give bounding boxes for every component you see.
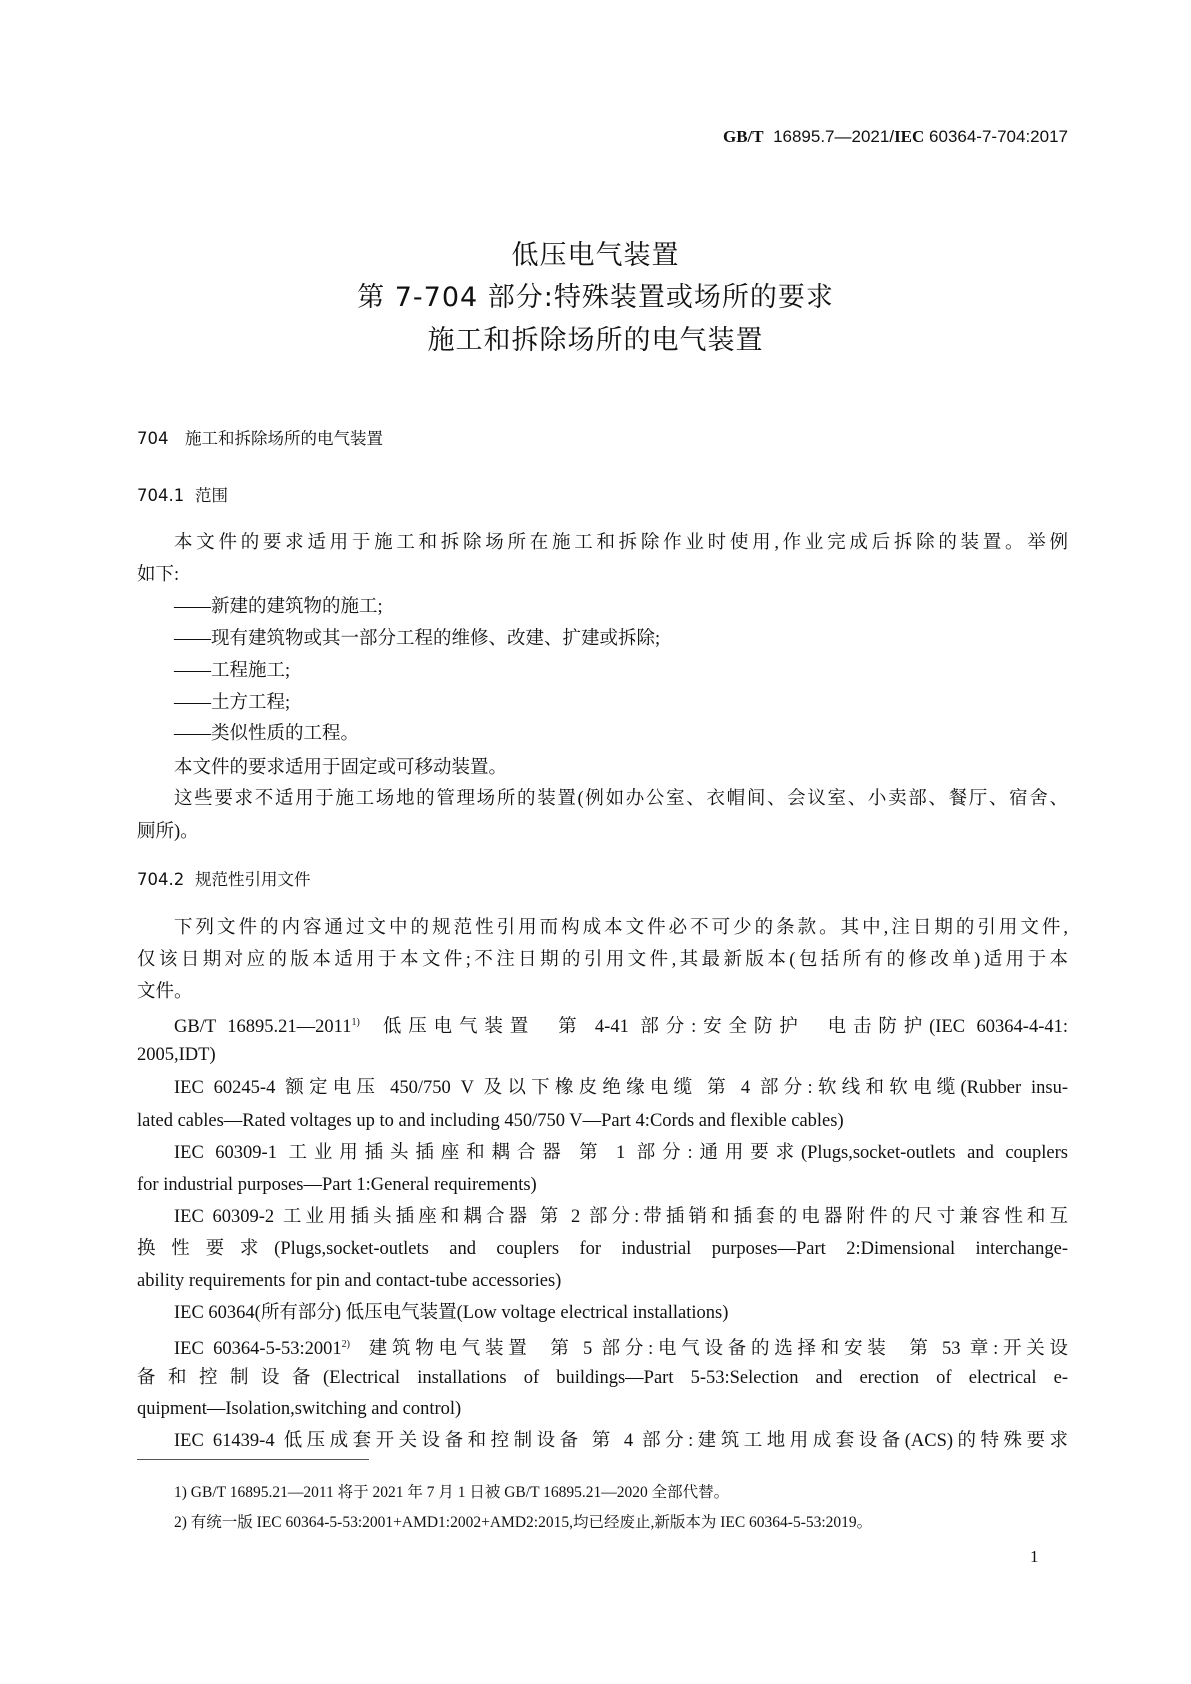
body-text-line: [137, 1043, 1068, 1067]
line-text: lated cables—Rated voltages up to and including 450/750 V—Part 4:Cords and flexible cables): [137, 1111, 844, 1131]
line-text: for industrial purposes—Part 1:General requirements): [137, 1175, 537, 1195]
line-text: 本文件的要求适用于固定或可移动装置。: [174, 758, 508, 778]
body-text-line: [174, 1333, 1068, 1361]
body-text-line: [174, 691, 1068, 715]
line-text: 如下:: [137, 565, 180, 585]
line-text: ——新建的建筑物的施工;: [174, 597, 383, 617]
line-text: IEC 60364-5-53:2001: [174, 1339, 342, 1360]
title-line-2: 第 7-704 部分:特殊装置或场所的要求: [357, 282, 834, 313]
section-number: 704.2: [137, 870, 185, 889]
body-text-line: [137, 980, 1068, 1004]
body-text-line: [174, 787, 1068, 811]
line-text: ability requirements for pin and contact-tube accessories): [137, 1271, 562, 1291]
section-title: 施工和拆除场所的电气装置: [185, 429, 383, 448]
body-text-line: [174, 1301, 1068, 1325]
line-text: 厕所)。: [137, 822, 199, 842]
section-title: 范围: [195, 486, 228, 505]
body-text-line: [137, 1237, 1068, 1261]
footnote-ref: 1): [351, 1017, 360, 1028]
line-text: 本文件的要求适用于施工和拆除场所在施工和拆除作业时使用,作业完成后拆除的装置。举例: [174, 533, 1068, 553]
line-text: ——类似性质的工程。: [174, 724, 360, 744]
body-text-line: [174, 595, 1068, 619]
line-text: IEC 60309-1 工业用插头插座和耦合器 第 1 部分:通用要求(Plugs,socket-outlets and couplers: [174, 1143, 1068, 1163]
footnote-ref: 2): [341, 1339, 350, 1350]
footnote-2: 2) 有统一版 IEC 60364-5-53:2001+AMD1:2002+AMD2:2015,均已经废止,新版本为 IEC 60364-5-53:2019。: [174, 1514, 873, 1531]
line-text: IEC 61439-4 低压成套开关设备和控制设备 第 4 部分:建筑工地用成套设备(ACS)的特殊要求: [174, 1431, 1068, 1451]
body-text-line: [137, 1366, 1068, 1390]
body-text-line: [174, 1205, 1068, 1229]
title-line-1: 低压电气装置: [511, 240, 680, 271]
body-text-line: [137, 563, 1068, 587]
body-text-line: [174, 531, 1068, 555]
body-text-line: [137, 820, 1068, 844]
body-text-line: [174, 1076, 1068, 1100]
section-heading-704-2: [137, 868, 1068, 892]
line-text-rest: 低压电气装置 第 4-41 部分:安全防护 电击防护(IEC 60364-4-41:: [359, 1017, 1068, 1038]
body-text-line: [174, 1429, 1068, 1453]
line-text: IEC 60364(所有部分) 低压电气装置(Low voltage electrical installations): [174, 1303, 729, 1323]
body-text-line: [137, 1109, 1068, 1133]
body-text-line: [174, 627, 1068, 651]
page-number: 1: [1030, 1547, 1039, 1566]
section-heading-704-1: [137, 484, 1068, 508]
line-text: 文件。: [137, 982, 193, 1002]
line-text: IEC 60245-4 额定电压 450/750 V 及以下橡皮绝缘电缆 第 4 部分:软线和软电缆(Rubber insu-: [174, 1078, 1068, 1098]
body-text-line: [174, 756, 1068, 780]
std-number: 16895.7—2021/: [773, 127, 895, 146]
body-text-line: [174, 1141, 1068, 1165]
body-text-line: [137, 1397, 1068, 1421]
body-text-line: [137, 948, 1068, 972]
line-text: 这些要求不适用于施工场地的管理场所的装置(例如办公室、衣帽间、会议室、小卖部、餐厅、宿舍、: [174, 789, 1068, 809]
iec-prefix: IEC: [894, 127, 925, 146]
line-text: ——现有建筑物或其一部分工程的维修、改建、扩建或拆除;: [174, 629, 661, 649]
section-number: 704.1: [137, 486, 185, 505]
line-text: GB/T 16895.21—2011: [174, 1017, 352, 1038]
line-text: ——土方工程;: [174, 693, 291, 713]
std-prefix: GB/T: [722, 127, 764, 146]
line-text: 仅该日期对应的版本适用于本文件;不注日期的引用文件,其最新版本(包括所有的修改单)适用于本: [137, 950, 1068, 970]
iec-number: 60364-7-704:2017: [929, 127, 1068, 146]
body-text-line: [174, 659, 1068, 683]
line-text: 备和控制设备(Electrical installations of buildings—Part 5-53:Selection and erection of electrical e-: [137, 1368, 1068, 1388]
body-text-line: [174, 722, 1068, 746]
line-text: 2005,IDT): [137, 1045, 216, 1065]
line-text: IEC 60309-2 工业用插头插座和耦合器 第 2 部分:带插销和插套的电器附件的尺寸兼容性和互: [174, 1207, 1068, 1227]
title-line-3: 施工和拆除场所的电气装置: [427, 325, 764, 356]
line-text: 换性要求(Plugs,socket-outlets and couplers for industrial purposes—Part 2:Dimensional interchange-: [137, 1239, 1068, 1259]
line-text: 下列文件的内容通过文中的规范性引用而构成本文件必不可少的条款。其中,注日期的引用文件,: [174, 918, 1068, 938]
section-title: 规范性引用文件: [195, 870, 311, 889]
body-text-line: [174, 1011, 1068, 1039]
body-text-line: [137, 1269, 1068, 1293]
body-text-line: [174, 916, 1068, 940]
section-heading-704: [137, 427, 1068, 451]
line-text: quipment—Isolation,switching and control): [137, 1399, 462, 1419]
footnote-divider: [137, 1459, 369, 1460]
body-text-line: [137, 1173, 1068, 1197]
line-text: ——工程施工;: [174, 661, 291, 681]
footnote-1: 1) GB/T 16895.21—2011 将于 2021 年 7 月 1 日被 GB/T 16895.21—2020 全部代替。: [174, 1484, 730, 1501]
line-text-rest: 建筑物电气装置 第 5 部分:电气设备的选择和安装 第 53 章:开关设: [350, 1339, 1068, 1360]
section-number: 704: [137, 429, 169, 448]
standard-number-header: [723, 127, 1068, 147]
